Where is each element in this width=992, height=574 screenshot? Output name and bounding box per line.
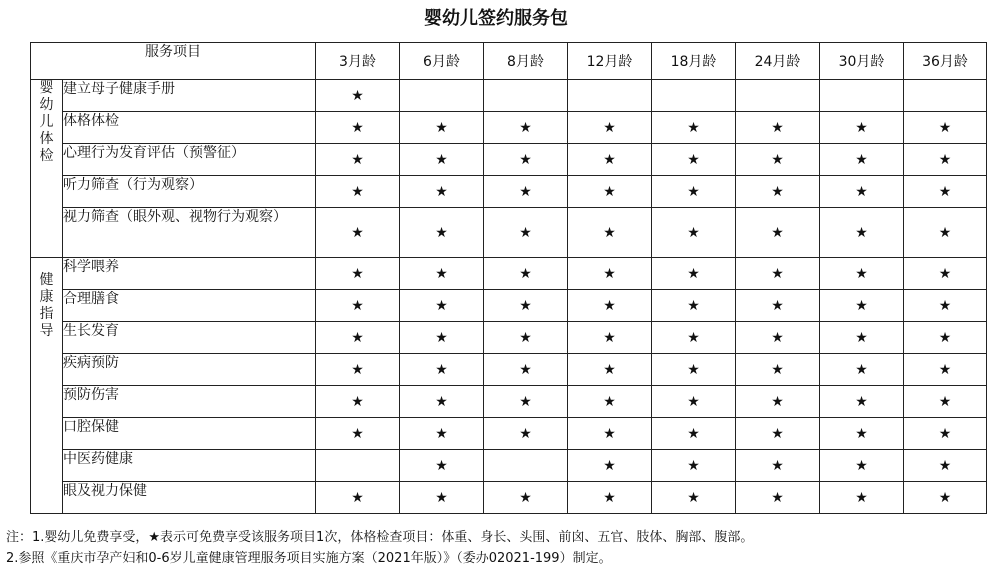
table-row — [31, 176, 987, 208]
service-cell — [736, 450, 820, 482]
service-cell — [736, 80, 820, 112]
service-cell — [820, 176, 904, 208]
star-icon: ★ — [771, 183, 784, 200]
star-icon: ★ — [351, 265, 364, 282]
star-icon: ★ — [351, 425, 364, 442]
service-cell — [568, 258, 652, 290]
service-cell — [904, 144, 987, 176]
service-cell — [736, 386, 820, 418]
star-icon: ★ — [687, 297, 700, 314]
service-cell — [568, 290, 652, 322]
star-icon: ★ — [435, 119, 448, 136]
service-cell — [400, 208, 484, 258]
star-icon: ★ — [771, 361, 784, 378]
service-cell — [484, 208, 568, 258]
star-icon: ★ — [603, 489, 616, 506]
star-icon: ★ — [855, 183, 868, 200]
star-icon: ★ — [938, 457, 952, 474]
service-item-label: 合理膳食 — [63, 290, 316, 322]
service-item-label: 听力筛查（行为观察） — [63, 176, 316, 208]
service-cell — [652, 144, 736, 176]
star-icon: ★ — [771, 224, 784, 241]
star-icon: ★ — [855, 151, 868, 168]
service-cell — [820, 354, 904, 386]
table-row — [31, 208, 987, 258]
service-cell — [820, 386, 904, 418]
star-icon: ★ — [687, 119, 700, 136]
service-cell — [316, 354, 400, 386]
service-cell — [736, 418, 820, 450]
header-age: 6月龄 — [400, 43, 484, 80]
service-cell — [820, 80, 904, 112]
star-icon: ★ — [771, 393, 784, 410]
star-icon: ★ — [855, 489, 868, 506]
header-age: 24月龄 — [736, 43, 820, 80]
service-cell — [484, 418, 568, 450]
star-icon: ★ — [771, 457, 784, 474]
star-icon: ★ — [603, 224, 616, 241]
service-cell — [904, 258, 987, 290]
service-item-label: 视力筛查（眼外观、视物行为观察） — [63, 208, 316, 258]
category-cell — [31, 258, 63, 514]
star-icon: ★ — [435, 393, 448, 410]
service-item-label: 眼及视力保健 — [63, 482, 316, 514]
star-icon: ★ — [519, 329, 532, 346]
star-icon: ★ — [771, 297, 784, 314]
service-item-label: 体格体检 — [63, 112, 316, 144]
service-cell — [484, 354, 568, 386]
star-icon: ★ — [519, 119, 532, 136]
star-icon: ★ — [938, 489, 952, 506]
service-cell — [904, 112, 987, 144]
service-cell — [820, 418, 904, 450]
star-icon: ★ — [771, 425, 784, 442]
header-age: 3月龄 — [316, 43, 400, 80]
service-cell — [484, 144, 568, 176]
star-icon: ★ — [771, 119, 784, 136]
star-icon: ★ — [603, 119, 616, 136]
service-cell — [904, 482, 987, 514]
header-age: 30月龄 — [820, 43, 904, 80]
star-icon: ★ — [351, 224, 364, 241]
star-icon: ★ — [351, 489, 364, 506]
star-icon: ★ — [435, 224, 448, 241]
table-row — [31, 354, 987, 386]
service-cell — [568, 386, 652, 418]
service-cell — [316, 258, 400, 290]
service-cell — [400, 290, 484, 322]
table-row — [31, 80, 987, 112]
star-icon: ★ — [603, 457, 616, 474]
star-icon: ★ — [435, 489, 448, 506]
service-cell — [820, 322, 904, 354]
header-age: 12月龄 — [568, 43, 652, 80]
star-icon: ★ — [687, 329, 700, 346]
service-cell — [568, 322, 652, 354]
service-cell — [652, 386, 736, 418]
star-icon: ★ — [603, 265, 616, 282]
service-cell — [568, 354, 652, 386]
service-cell — [904, 176, 987, 208]
service-cell — [400, 482, 484, 514]
star-icon: ★ — [855, 119, 868, 136]
header-service-item: 服务项目 — [31, 43, 316, 80]
table-row — [31, 144, 987, 176]
star-icon: ★ — [771, 151, 784, 168]
service-cell — [484, 112, 568, 144]
star-icon: ★ — [687, 151, 700, 168]
service-cell — [652, 418, 736, 450]
star-icon: ★ — [603, 329, 616, 346]
star-icon: ★ — [435, 361, 448, 378]
star-icon: ★ — [771, 329, 784, 346]
star-icon: ★ — [855, 393, 868, 410]
star-icon: ★ — [603, 393, 616, 410]
star-icon: ★ — [435, 329, 448, 346]
star-icon: ★ — [855, 224, 868, 241]
star-icon: ★ — [435, 425, 448, 442]
service-cell — [904, 208, 987, 258]
service-cell — [652, 322, 736, 354]
service-cell — [400, 144, 484, 176]
service-cell — [652, 354, 736, 386]
service-cell — [652, 176, 736, 208]
star-icon: ★ — [351, 119, 364, 136]
service-cell — [904, 322, 987, 354]
service-cell — [820, 208, 904, 258]
footnote-line: 2.参照《重庆市孕产妇和0-6岁儿童健康管理服务项目实施方案（2021年版）》（委办02021-199）制定。 — [6, 551, 612, 566]
service-item-label: 疾病预防 — [63, 354, 316, 386]
service-cell — [736, 322, 820, 354]
service-cell — [736, 258, 820, 290]
service-cell — [484, 450, 568, 482]
service-item-label: 心理行为发育评估（预警征） — [63, 144, 316, 176]
star-icon: ★ — [519, 265, 532, 282]
star-icon: ★ — [687, 457, 700, 474]
service-cell — [316, 208, 400, 258]
service-cell — [316, 144, 400, 176]
header-age: 18月龄 — [652, 43, 736, 80]
table-row — [31, 482, 987, 514]
star-icon: ★ — [435, 457, 448, 474]
star-icon: ★ — [855, 265, 868, 282]
star-icon: ★ — [938, 393, 952, 410]
star-icon: ★ — [519, 489, 532, 506]
service-cell — [484, 176, 568, 208]
service-cell — [568, 208, 652, 258]
service-cell — [568, 80, 652, 112]
star-icon: ★ — [519, 297, 532, 314]
service-cell — [904, 386, 987, 418]
star-icon: ★ — [938, 425, 952, 442]
service-cell — [820, 290, 904, 322]
service-cell — [904, 450, 987, 482]
star-icon: ★ — [603, 425, 616, 442]
service-cell — [904, 418, 987, 450]
star-icon: ★ — [351, 329, 364, 346]
table-row — [31, 386, 987, 418]
star-icon: ★ — [351, 183, 364, 200]
footnote-line: 注：1.婴幼儿免费享受，★表示可免费享受该服务项目1次，体格检查项目：体重、身长、头围、前囟、五官、肢体、胸部、腹部。 — [6, 530, 754, 545]
service-cell — [400, 258, 484, 290]
star-icon: ★ — [351, 297, 364, 314]
star-icon: ★ — [855, 425, 868, 442]
service-package-table — [30, 42, 987, 514]
star-icon: ★ — [938, 183, 952, 200]
service-cell — [736, 354, 820, 386]
star-icon: ★ — [687, 224, 700, 241]
category-label: 婴幼儿体检 — [39, 80, 54, 164]
service-cell — [484, 290, 568, 322]
star-icon: ★ — [687, 183, 700, 200]
star-icon: ★ — [771, 265, 784, 282]
star-icon: ★ — [519, 425, 532, 442]
service-item-label: 预防伤害 — [63, 386, 316, 418]
table-row — [31, 418, 987, 450]
star-icon: ★ — [351, 87, 364, 104]
service-cell — [400, 354, 484, 386]
star-icon: ★ — [519, 224, 532, 241]
service-cell — [568, 418, 652, 450]
header-age: 8月龄 — [484, 43, 568, 80]
service-cell — [568, 176, 652, 208]
star-icon: ★ — [938, 151, 952, 168]
service-cell — [736, 112, 820, 144]
service-cell — [316, 290, 400, 322]
category-label: 健康指导 — [39, 272, 54, 339]
service-item-label: 建立母子健康手册 — [63, 80, 316, 112]
service-cell — [400, 386, 484, 418]
service-cell — [652, 208, 736, 258]
star-icon: ★ — [855, 297, 868, 314]
star-icon: ★ — [938, 119, 952, 136]
table-row — [31, 322, 987, 354]
star-icon: ★ — [687, 393, 700, 410]
star-icon: ★ — [687, 425, 700, 442]
service-cell — [904, 80, 987, 112]
star-icon: ★ — [938, 265, 952, 282]
service-cell — [820, 258, 904, 290]
star-icon: ★ — [435, 297, 448, 314]
service-cell — [736, 290, 820, 322]
service-cell — [400, 112, 484, 144]
service-cell — [820, 482, 904, 514]
star-icon: ★ — [603, 183, 616, 200]
star-icon: ★ — [519, 183, 532, 200]
service-cell — [484, 386, 568, 418]
header-age: 36月龄 — [904, 43, 987, 80]
star-icon: ★ — [435, 265, 448, 282]
service-cell — [400, 322, 484, 354]
star-icon: ★ — [938, 361, 952, 378]
star-icon: ★ — [351, 393, 364, 410]
star-icon: ★ — [855, 361, 868, 378]
star-icon: ★ — [855, 329, 868, 346]
star-icon: ★ — [687, 265, 700, 282]
service-cell — [484, 258, 568, 290]
star-icon: ★ — [519, 361, 532, 378]
table-row — [31, 290, 987, 322]
service-cell — [652, 450, 736, 482]
table-header-row — [31, 43, 987, 80]
star-icon: ★ — [435, 183, 448, 200]
service-cell — [400, 418, 484, 450]
service-item-label: 科学喂养 — [63, 258, 316, 290]
table-row — [31, 258, 987, 290]
service-cell — [652, 80, 736, 112]
service-cell — [568, 482, 652, 514]
star-icon: ★ — [938, 297, 952, 314]
service-cell — [568, 112, 652, 144]
star-icon: ★ — [351, 151, 364, 168]
service-cell — [316, 482, 400, 514]
star-icon: ★ — [687, 361, 700, 378]
service-cell — [484, 80, 568, 112]
service-cell — [484, 482, 568, 514]
star-icon: ★ — [687, 489, 700, 506]
service-cell — [568, 144, 652, 176]
service-cell — [316, 80, 400, 112]
star-icon: ★ — [938, 329, 952, 346]
service-cell — [736, 176, 820, 208]
service-cell — [316, 450, 400, 482]
service-cell — [820, 112, 904, 144]
service-item-label: 生长发育 — [63, 322, 316, 354]
service-cell — [904, 354, 987, 386]
service-cell — [736, 144, 820, 176]
star-icon: ★ — [435, 151, 448, 168]
page-title: 婴幼儿签约服务包 — [424, 8, 568, 29]
star-icon: ★ — [603, 151, 616, 168]
service-cell — [316, 176, 400, 208]
service-cell — [652, 258, 736, 290]
star-icon: ★ — [351, 361, 364, 378]
service-cell — [820, 144, 904, 176]
service-cell — [316, 322, 400, 354]
service-cell — [736, 482, 820, 514]
service-cell — [736, 208, 820, 258]
service-cell — [904, 290, 987, 322]
star-icon: ★ — [519, 151, 532, 168]
service-cell — [400, 176, 484, 208]
service-cell — [316, 418, 400, 450]
star-icon: ★ — [938, 224, 952, 241]
table-row — [31, 112, 987, 144]
service-item-label: 中医药健康 — [63, 450, 316, 482]
star-icon: ★ — [771, 489, 784, 506]
star-icon: ★ — [855, 457, 868, 474]
service-cell — [652, 112, 736, 144]
service-cell — [568, 450, 652, 482]
service-cell — [316, 112, 400, 144]
service-cell — [400, 80, 484, 112]
service-cell — [316, 386, 400, 418]
star-icon: ★ — [603, 297, 616, 314]
service-cell — [400, 450, 484, 482]
star-icon: ★ — [519, 393, 532, 410]
service-item-label: 口腔保健 — [63, 418, 316, 450]
footnotes — [6, 527, 992, 569]
service-cell — [484, 322, 568, 354]
service-cell — [652, 290, 736, 322]
table-row — [31, 450, 987, 482]
service-cell — [652, 482, 736, 514]
star-icon: ★ — [603, 361, 616, 378]
service-cell — [820, 450, 904, 482]
category-cell — [31, 80, 63, 258]
